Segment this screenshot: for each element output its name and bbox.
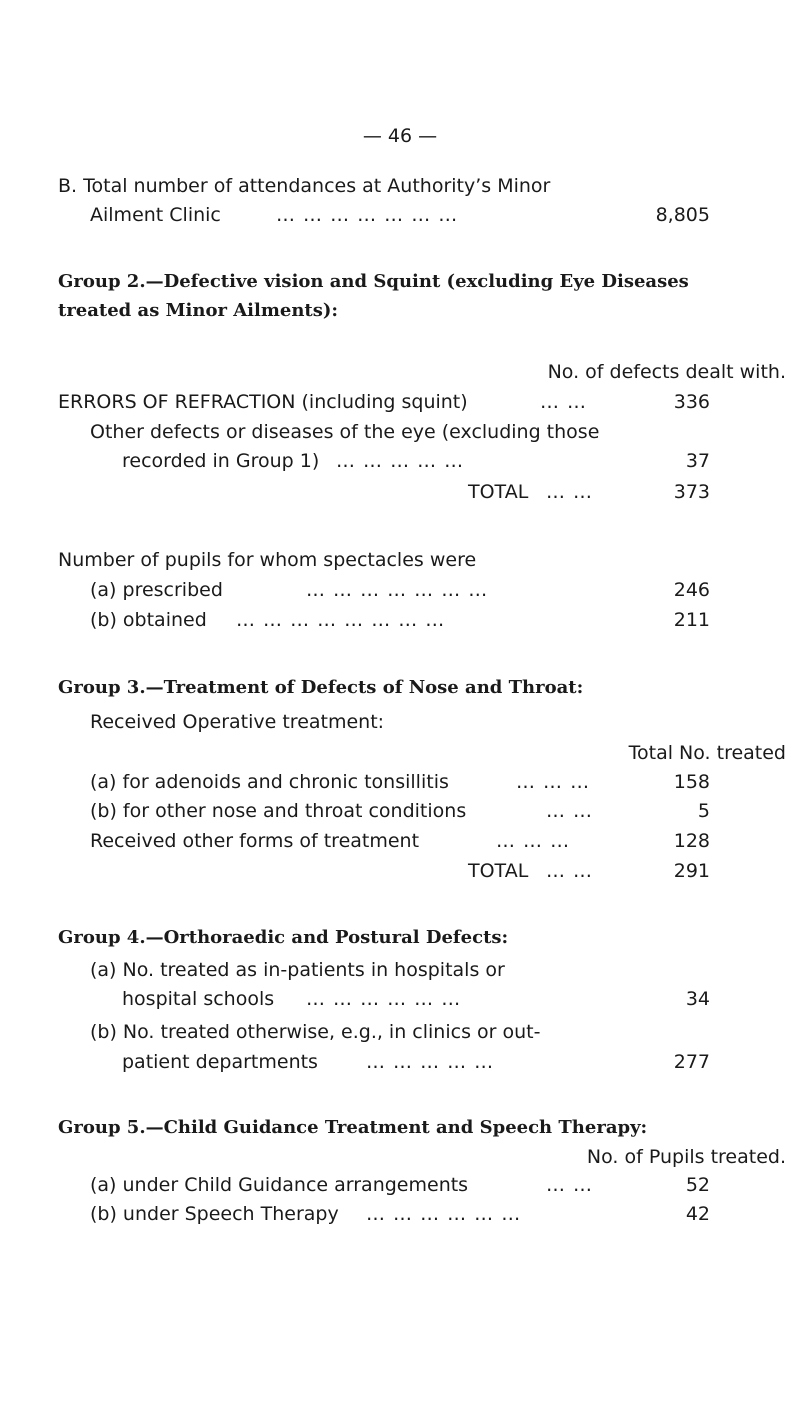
- group2-total-label: TOTAL: [468, 481, 529, 503]
- section-b-line1: B. Total number of attendances at Authority’s Minor: [58, 175, 551, 197]
- group2-other-line1: Other defects or diseases of the eye (excluding those: [90, 421, 600, 443]
- group3-b-value: 5: [697, 800, 710, 822]
- group2-other-line2: recorded in Group 1): [122, 450, 320, 472]
- group4-b-value: 277: [673, 1051, 710, 1073]
- group3-other-label: Received other forms of treatment: [90, 830, 420, 852]
- group2-errors-value: 336: [673, 391, 710, 413]
- group2-other-dots: … … … … …: [336, 450, 465, 472]
- group4-b-line2: patient departments: [122, 1051, 318, 1073]
- group3-received-operative: Received Operative treatment:: [90, 711, 385, 733]
- spectacles-b-value: 211: [673, 609, 710, 631]
- group3-total-value: 291: [673, 860, 710, 882]
- spectacles-b-label: (b) obtained: [90, 609, 207, 631]
- spectacles-a-value: 246: [673, 579, 710, 601]
- group2-column-header: No. of defects dealt with.: [547, 361, 786, 383]
- spectacles-heading: Number of pupils for whom spectacles were: [58, 549, 477, 571]
- group2-total-dots: … …: [546, 481, 594, 503]
- group5-b-value: 42: [685, 1203, 710, 1225]
- section-b-line2: Ailment Clinic: [90, 204, 221, 226]
- group3-total-label: TOTAL: [468, 860, 529, 882]
- group2-errors-label: ERRORS OF REFRACTION (including squint): [58, 391, 468, 413]
- group5-b-dots: … … … … … …: [366, 1203, 522, 1225]
- group2-total-value: 373: [673, 481, 710, 503]
- section-b-dots: … … … … … … …: [276, 204, 459, 226]
- group3-other-value: 128: [673, 830, 710, 852]
- group4-b-line1: (b) No. treated otherwise, e.g., in clinics or out-: [90, 1021, 541, 1043]
- group5-a-dots: … …: [546, 1174, 594, 1196]
- group3-b-dots: … …: [546, 800, 594, 822]
- group3-b-label: (b) for other nose and throat conditions: [90, 800, 467, 822]
- group3-total-dots: … …: [546, 860, 594, 882]
- group3-other-dots: … … …: [496, 830, 571, 852]
- section-b-value: 8,805: [655, 204, 710, 226]
- group3-column-header: Total No. treated: [628, 742, 786, 764]
- group2-heading-line2: treated as Minor Ailments):: [58, 300, 339, 321]
- group5-b-label: (b) under Speech Therapy: [90, 1203, 339, 1225]
- group3-a-dots: … … …: [516, 771, 591, 793]
- group4-a-line1: (a) No. treated as in-patients in hospitals or: [90, 959, 505, 981]
- spectacles-a-dots: … … … … … … …: [306, 579, 489, 601]
- group2-other-value: 37: [685, 450, 710, 472]
- group4-heading: Group 4.—Orthoraedic and Postural Defects:: [58, 927, 509, 948]
- spectacles-a-label: (a) prescribed: [90, 579, 223, 601]
- group5-a-value: 52: [685, 1174, 710, 1196]
- group3-a-value: 158: [673, 771, 710, 793]
- group5-column-header: No. of Pupils treated.: [586, 1146, 786, 1168]
- group5-heading: Group 5.—Child Guidance Treatment and Speech Therapy:: [58, 1117, 648, 1138]
- group5-a-label: (a) under Child Guidance arrangements: [90, 1174, 469, 1196]
- group4-a-line2: hospital schools: [122, 988, 275, 1010]
- group3-a-label: (a) for adenoids and chronic tonsillitis: [90, 771, 449, 793]
- group3-heading: Group 3.—Treatment of Defects of Nose and Throat:: [58, 677, 584, 698]
- group2-errors-dots: … …: [540, 391, 588, 413]
- group4-b-dots: … … … … …: [366, 1051, 495, 1073]
- spectacles-b-dots: … … … … … … … …: [236, 609, 446, 631]
- group4-a-dots: … … … … … …: [306, 988, 462, 1010]
- group2-heading-line1: Group 2.—Defective vision and Squint (excluding Eye Diseases: [58, 271, 689, 292]
- page-number: — 46 —: [362, 125, 438, 147]
- group4-a-value: 34: [685, 988, 710, 1010]
